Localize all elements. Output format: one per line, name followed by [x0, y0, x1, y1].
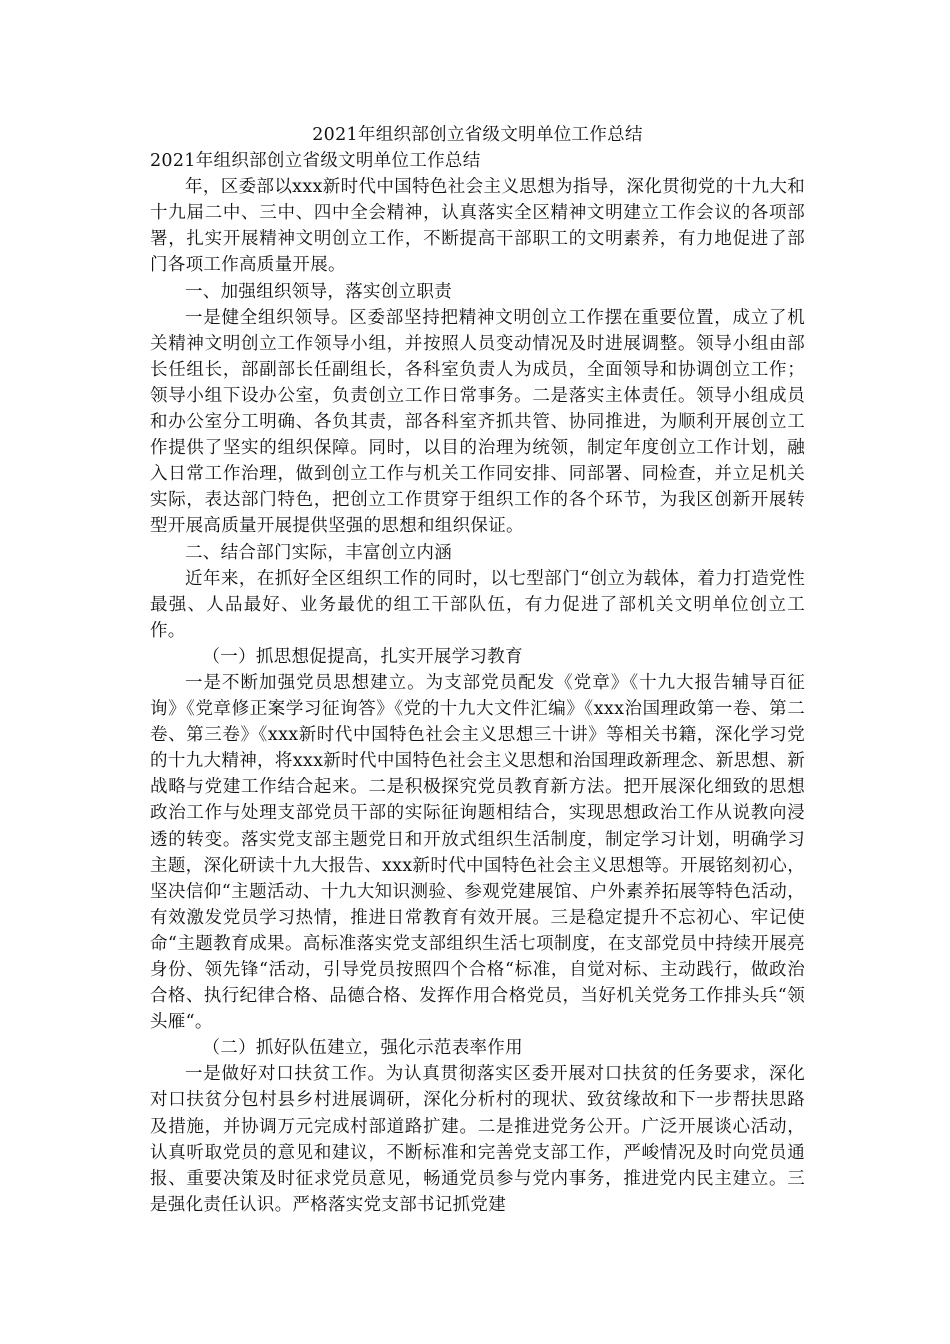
paragraph-intro: 年，区委部以xxx新时代中国特色社会主义思想为指导，深化贯彻党的十九大和十九届二中、三中、四中全会精神，认真落实全区精神文明建立工作会议的各项部署，扎实开展精神文明创立工作，不断提高干部职工的文明素养，有力地促进了部门各项工作高质量开展。: [150, 177, 805, 276]
document-subtitle: 2021年组织部创立省级文明单位工作总结: [150, 151, 481, 172]
paragraph-organization: 一是健全组织领导。区委部坚持把精神文明创立工作摆在重要位置，成立了机关精神文明创立工作领导小组，并按照人员变动情况及时进展调整。领导小组由部长任组长，部副部长任副组长，各科室负责人为成员，全面领导和协调创立工作；领导小组下设办公室，负责创立工作日常事务。二是落实主体责任。领导小组成员和办公室分工明确、各负其责，部各科室齐抓共管、协同推进，为顺利开展创立工作提供了坚实的组织保障。同时，以目的治理为统领，制定年度创立工作计划，融入日常工作治理，做到创立工作与机关工作同安排、同部署、同检查，并立足机关实际，表达部门特色，把创立工作贯穿于组织工作的各个环节，为我区创新开展转型开展高质量开展提供坚强的思想和组织保证。: [150, 307, 805, 537]
section-heading-1: 一、加强组织领导，落实创立职责: [185, 281, 452, 302]
section-heading-2: 二、结合部门实际，丰富创立内涵: [185, 542, 452, 563]
document-page: [150, 122, 805, 1218]
subsection-heading-2: （二）抓好队伍建立，强化示范表率作用: [202, 1038, 523, 1059]
document-title: 2021年组织部创立省级文明单位工作总结: [312, 125, 643, 145]
paragraph-department: 近年来，在抓好全区组织工作的同时，以七型部门“创立为载体，着力打造党性最强、人品最好、业务最优的组工干部队伍，有力促进了部机关文明单位创立工作。: [150, 568, 805, 641]
paragraph-team-building: 一是做好对口扶贫工作。为认真贯彻落实区委开展对口扶贫的任务要求，深化对口扶贫分包村县乡村进展调研，深化分析村的现状、致贫缘故和下一步帮扶思路及措施，并协调万元完成村部道路扩建。二是推进党务公开。广泛开展谈心活动，认真听取党员的意见和建议，不断标准和完善党支部工作，严峻情况及时向党员通报、重要决策及时征求党员意见，畅通党员参与党内事务，推进党内民主建立。三是强化责任认识。严格落实党支部书记抓党建: [150, 1064, 805, 1215]
subsection-heading-1: （一）抓思想促提高，扎实开展学习教育: [202, 646, 523, 667]
paragraph-study-education: 一是不断加强党员思想建立。为支部党员配发《党章》《十九大报告辅导百征询》《党章修正案学习征询答》《党的十九大文件汇编》《xxx治国理政第一卷、第二卷、第三卷》《xxx新时代中国特色社会主义思想三十讲》等相关书籍，深化学习党的十九大精神，将xxx新时代中国特色社会主义思想和治国理政新理念、新思想、新战略与党建工作结合起来。二是积极探究党员教育新方法。把开展深化细致的思想政治工作与处理支部党员干部的实际征询题相结合，实现思想政治工作从说教向浸透的转变。落实党支部主题党日和开放式组织生活制度，制定学习计划，明确学习主题，深化研读十九大报告、xxx新时代中国特色社会主义思想等。开展铭刻初心，坚决信仰“主题活动、十九大知识测验、参观党建展馆、户外素养拓展等特色活动，有效激发党员学习热情，推进日常教育有效开展。三是稳定提升不忘初心、牢记使命“主题教育成果。高标准落实党支部组织生活七项制度，在支部党员中持续开展亮身份、领先锋“活动，引导党员按照四个合格“标准，自觉对标、主动践行，做政治合格、执行纪律合格、品德合格、发挥作用合格党员，当好机关党务工作排头兵“领头雁“。: [150, 672, 805, 1033]
